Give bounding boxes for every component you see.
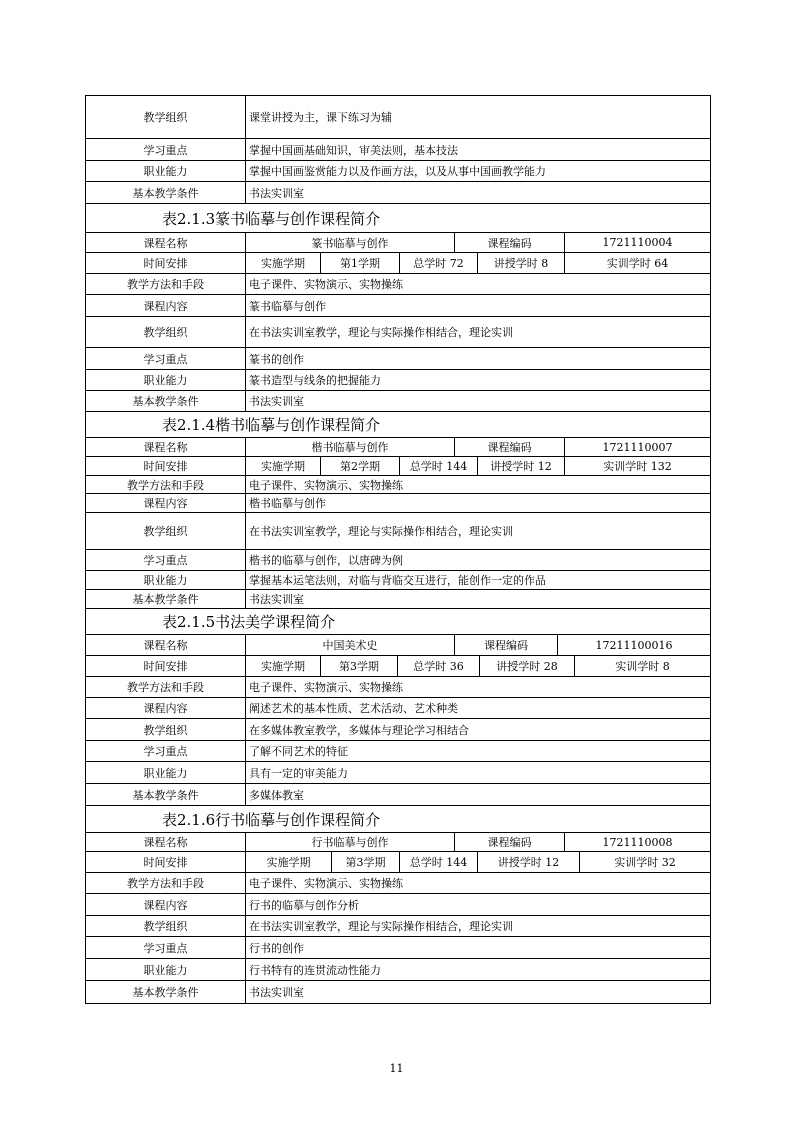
- total-hours: 总学时 36: [397, 656, 479, 676]
- row-label: 课程内容: [143, 702, 188, 715]
- row-value: 电子课件、实物演示、实物操练: [245, 274, 710, 294]
- table-row: [86, 475, 710, 493]
- course-name: 行书临摹与创作: [245, 833, 454, 851]
- term-value: 第2学期: [320, 457, 399, 475]
- row-value: 电子课件、实物演示、实物操练: [245, 677, 710, 697]
- row-value: 在书法实训室教学，理论与实际操作相结合，理论实训: [245, 317, 710, 347]
- row-label: 学习重点: [143, 941, 188, 955]
- row-label: 学习重点: [143, 143, 188, 157]
- table-row: [86, 915, 710, 936]
- schedule-label: 时间安排: [143, 460, 188, 473]
- schedule-label: 时间安排: [143, 660, 188, 673]
- row-value: 掌握中国画基础知识，审美法则，基本技法: [245, 139, 710, 160]
- row-value: 掌握中国画鉴赏能力以及作画方法，以及从事中国画教学能力: [245, 161, 710, 181]
- row-label: 教学组织: [143, 723, 188, 737]
- section-title: 表2.1.4楷书临摹与创作课程简介: [86, 411, 710, 437]
- table-row: [86, 718, 710, 740]
- table-row: [86, 761, 710, 783]
- row-value: 阐述艺术的基本性质、艺术活动、艺术种类: [245, 698, 710, 718]
- table-row: [86, 138, 710, 160]
- row-value: 篆书的创作: [245, 348, 710, 369]
- row-value: 行书特有的连贯流动性能力: [245, 959, 710, 980]
- course-name-label: 课程名称: [143, 236, 188, 250]
- course-code-label: 课程编码: [454, 233, 564, 252]
- row-label: 职业能力: [143, 963, 188, 977]
- row-value: 书法实训室: [245, 590, 710, 608]
- term-value: 第1学期: [320, 253, 399, 273]
- course-name-row: [86, 437, 710, 456]
- row-label: 职业能力: [143, 574, 188, 587]
- course-code-label: 课程编码: [454, 438, 564, 456]
- table-row: [86, 549, 710, 570]
- row-label: 基本教学条件: [132, 395, 199, 408]
- table-row: [86, 936, 710, 958]
- course-name-label: 课程名称: [143, 441, 188, 454]
- table-row: [86, 980, 710, 1003]
- table-row: [86, 294, 710, 316]
- row-label: 职业能力: [143, 766, 188, 780]
- row-label: 课程内容: [143, 497, 188, 510]
- table-row: [86, 273, 710, 294]
- row-value: 楷书的临摹与创作，以唐碑为例: [245, 550, 710, 570]
- row-value: 书法实训室: [245, 182, 710, 203]
- term-label: 实施学期: [245, 457, 320, 475]
- row-label: 教学方法和手段: [127, 877, 204, 890]
- row-value: 行书的创作: [245, 937, 710, 958]
- row-label: 基本教学条件: [132, 986, 199, 999]
- schedule-label: 时间安排: [143, 257, 188, 270]
- row-value: 在书法实训室教学，理论与实际操作相结合，理论实训: [245, 513, 710, 549]
- schedule-row: [86, 456, 710, 475]
- table-row: [86, 589, 710, 608]
- row-label: 教学方法和手段: [127, 278, 204, 291]
- course-name-label: 课程名称: [143, 639, 188, 652]
- table-row: [86, 493, 710, 512]
- term-value: 第3学期: [320, 656, 397, 676]
- term-label: 实施学期: [245, 253, 320, 273]
- course-name-row: [86, 634, 710, 655]
- row-value: 了解不同艺术的特征: [245, 741, 710, 761]
- row-value: 电子课件、实物演示、实物操练: [245, 873, 710, 893]
- course-code-label: 课程编码: [454, 833, 564, 851]
- table-row: [86, 160, 710, 181]
- lecture-hours: 讲授学时 8: [477, 253, 564, 273]
- table-row: [86, 390, 710, 411]
- row-value: 书法实训室: [245, 391, 710, 411]
- row-value: 在多媒体教室教学，多媒体与理论学习相结合: [245, 719, 710, 740]
- lecture-hours: 讲授学时 12: [477, 852, 579, 872]
- row-label: 学习重点: [143, 352, 188, 366]
- course-name: 中国美术史: [245, 635, 454, 655]
- table-row: [86, 347, 710, 369]
- schedule-row: [86, 851, 710, 872]
- section-title: 表2.1.5书法美学课程简介: [86, 608, 710, 634]
- table-row: [86, 872, 710, 893]
- row-label: 职业能力: [143, 374, 188, 387]
- course-code: 17211100016: [557, 635, 710, 655]
- total-hours: 总学时 144: [399, 852, 477, 872]
- table-row: [86, 783, 710, 805]
- row-label: 教学组织: [143, 525, 188, 538]
- row-value: 课堂讲授为主，课下练习为辅: [245, 96, 710, 138]
- row-label: 教学方法和手段: [127, 681, 204, 694]
- table-row: [86, 181, 710, 203]
- row-value: 书法实训室: [245, 981, 710, 1003]
- course-code: 1721110007: [564, 438, 710, 456]
- course-name: 楷书临摹与创作: [245, 438, 454, 456]
- lecture-hours: 讲授学时 12: [477, 457, 564, 475]
- practice-hours: 实训学时 64: [564, 253, 710, 273]
- row-value: 篆书临摹与创作: [245, 295, 710, 316]
- lecture-hours: 讲授学时 28: [479, 656, 574, 676]
- table-row: [86, 369, 710, 390]
- row-label: 学习重点: [143, 745, 188, 758]
- row-label: 教学方法和手段: [127, 478, 204, 492]
- table-row: [86, 512, 710, 549]
- term-label: 实施学期: [245, 852, 331, 872]
- row-label: 基本教学条件: [132, 593, 199, 606]
- row-value: 电子课件、实物演示、实物操练: [245, 476, 710, 493]
- course-name-row: [86, 832, 710, 851]
- row-value: 掌握基本运笔法则，对临与背临交互进行，能创作一定的作品: [245, 571, 710, 589]
- course-name: 篆书临摹与创作: [245, 233, 454, 252]
- row-label: 教学组织: [143, 326, 188, 339]
- course-code-label: 课程编码: [454, 635, 557, 655]
- term-label: 实施学期: [245, 656, 320, 676]
- practice-hours: 实训学时 132: [564, 457, 710, 475]
- section-title: 表2.1.3篆书临摹与创作课程简介: [86, 203, 710, 232]
- row-label: 教学组织: [143, 920, 188, 933]
- row-value: 行书的临摹与创作分析: [245, 894, 710, 915]
- schedule-row: [86, 252, 710, 273]
- table-row: [86, 893, 710, 915]
- schedule-row: [86, 655, 710, 676]
- course-document: [85, 95, 711, 1004]
- course-name-row: [86, 232, 710, 252]
- course-code: 1721110004: [564, 233, 710, 252]
- term-value: 第3学期: [331, 852, 399, 872]
- row-label: 教学组织: [143, 111, 188, 124]
- row-value: 多媒体教室: [245, 784, 710, 805]
- page-number: 11: [389, 1062, 404, 1075]
- table-row: [86, 740, 710, 761]
- practice-hours: 实训学时 32: [579, 852, 710, 872]
- row-label: 学习重点: [143, 554, 188, 567]
- table-row: [86, 958, 710, 980]
- row-value: 在书法实训室教学，理论与实际操作相结合，理论实训: [245, 916, 710, 936]
- row-label: 职业能力: [143, 165, 188, 178]
- table-row: [86, 697, 710, 718]
- row-value: 具有一定的审美能力: [245, 762, 710, 783]
- row-label: 基本教学条件: [132, 186, 199, 200]
- course-name-label: 课程名称: [143, 836, 188, 849]
- table-row: [86, 316, 710, 347]
- row-value: 楷书临摹与创作: [245, 494, 710, 512]
- table-row: [86, 570, 710, 589]
- section-title: 表2.1.6行书临摹与创作课程简介: [86, 805, 710, 832]
- course-code: 1721110008: [564, 833, 710, 851]
- total-hours: 总学时 144: [399, 457, 477, 475]
- table-row: [86, 96, 710, 138]
- row-label: 课程内容: [143, 299, 188, 313]
- practice-hours: 实训学时 8: [574, 656, 710, 676]
- row-value: 篆书造型与线条的把握能力: [245, 370, 710, 390]
- table-row: [86, 676, 710, 697]
- total-hours: 总学时 72: [399, 253, 477, 273]
- row-label: 课程内容: [143, 898, 188, 912]
- row-label: 基本教学条件: [132, 788, 199, 802]
- schedule-label: 时间安排: [143, 856, 188, 869]
